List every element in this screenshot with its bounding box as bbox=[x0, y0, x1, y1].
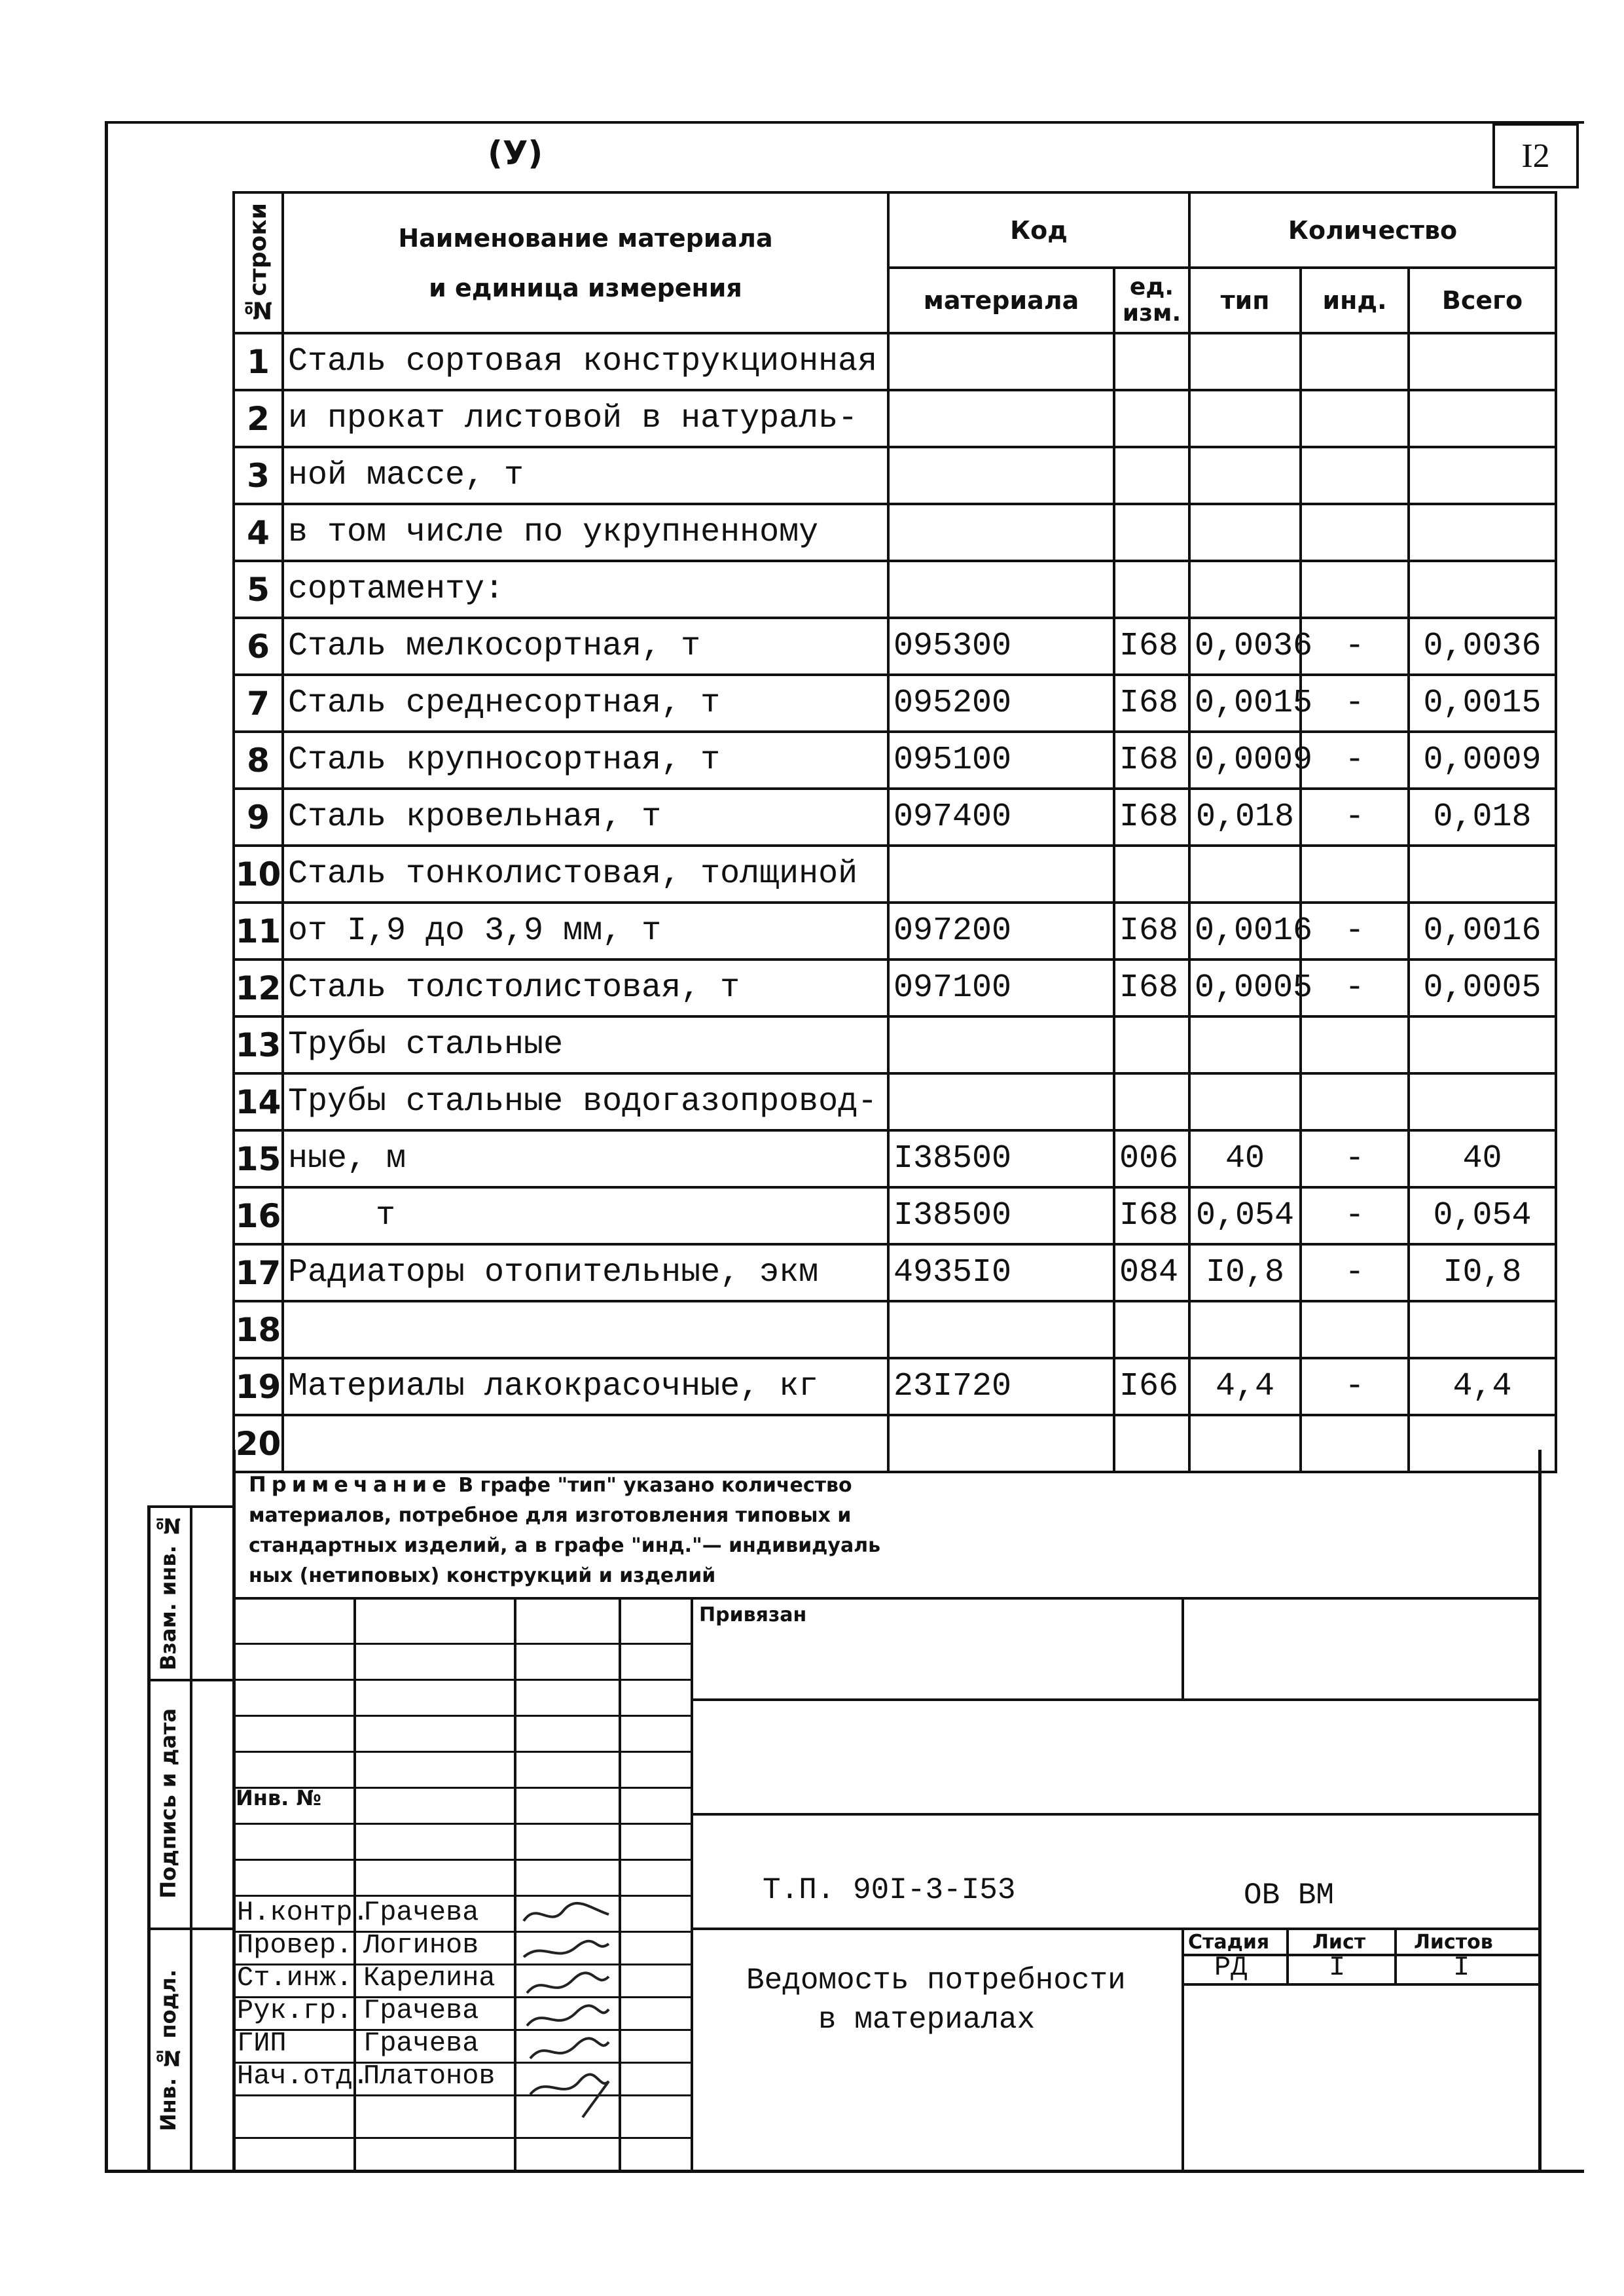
sheets-value: I bbox=[1453, 1952, 1470, 1983]
material-code bbox=[888, 333, 1114, 390]
sheet-number: I2 bbox=[1492, 123, 1579, 188]
sheet-value: I bbox=[1329, 1952, 1346, 1983]
table-row bbox=[234, 732, 1556, 789]
row-number: 19 bbox=[234, 1358, 283, 1415]
tb-border bbox=[232, 2094, 691, 2096]
table-row bbox=[234, 960, 1556, 1016]
material-name: ной массе, т bbox=[283, 447, 888, 504]
qty-type bbox=[1189, 390, 1301, 447]
qty-total bbox=[1409, 1073, 1556, 1130]
unit-code: I66 bbox=[1114, 1358, 1189, 1415]
qty-total bbox=[1409, 390, 1556, 447]
tb-border bbox=[232, 1643, 691, 1645]
row-number: 6 bbox=[234, 618, 283, 675]
qty-total bbox=[1409, 1301, 1556, 1358]
material-name: и прокат листовой в натураль- bbox=[283, 390, 888, 447]
section-mark: (У) bbox=[488, 134, 543, 172]
material-code bbox=[888, 1301, 1114, 1358]
material-code bbox=[888, 1073, 1114, 1130]
tb-border bbox=[514, 1597, 516, 2173]
col-quantity-header: Количество bbox=[1189, 192, 1556, 268]
note-line: ных (нетиповых) конструкций и изделий bbox=[249, 1564, 716, 1587]
doc-title-line1: Ведомость потребности bbox=[746, 1964, 1126, 1998]
col-code-unit-header: ед. изм. bbox=[1114, 268, 1189, 333]
unit-code: I68 bbox=[1114, 1187, 1189, 1244]
qty-ind bbox=[1301, 1073, 1409, 1130]
material-code: 095200 bbox=[888, 675, 1114, 732]
staff-name: Грачева bbox=[363, 1995, 479, 2026]
doc-mark: ОВ ВМ bbox=[1244, 1878, 1335, 1912]
row-number: 10 bbox=[234, 846, 283, 903]
staff-role: Рук.гр. bbox=[237, 1995, 353, 2026]
qty-ind bbox=[1301, 333, 1409, 390]
tb-border bbox=[1538, 1450, 1542, 2173]
row-number: 5 bbox=[234, 561, 283, 618]
table-row bbox=[234, 675, 1556, 732]
stage-value: РД bbox=[1214, 1952, 1248, 1983]
row-number: 3 bbox=[234, 447, 283, 504]
staff-name: Карелина bbox=[363, 1962, 496, 1994]
qty-ind: - bbox=[1301, 618, 1409, 675]
material-name bbox=[283, 1415, 888, 1472]
unit-code bbox=[1114, 561, 1189, 618]
qty-total: I0,8 bbox=[1409, 1244, 1556, 1301]
qty-ind: - bbox=[1301, 675, 1409, 732]
note-block bbox=[249, 1469, 1034, 1591]
tb-border bbox=[1286, 1928, 1289, 1983]
table-row bbox=[234, 1358, 1556, 1415]
qty-total bbox=[1409, 1016, 1556, 1073]
qty-ind bbox=[1301, 846, 1409, 903]
table-row bbox=[234, 1244, 1556, 1301]
unit-code bbox=[1114, 333, 1189, 390]
qty-type bbox=[1189, 1016, 1301, 1073]
qty-ind bbox=[1301, 390, 1409, 447]
staff-name: Грачева bbox=[363, 1897, 479, 1928]
inv-podl-label: Инв. № подл. bbox=[156, 1969, 181, 2132]
qty-ind: - bbox=[1301, 789, 1409, 846]
staff-name: Грачева bbox=[363, 2028, 479, 2059]
qty-type: I0,8 bbox=[1189, 1244, 1301, 1301]
inv-no-label: Инв. № bbox=[236, 1785, 321, 1810]
material-name: в том числе по укрупненному bbox=[283, 504, 888, 561]
row-number: 15 bbox=[234, 1130, 283, 1187]
staff-role: Ст.инж. bbox=[237, 1962, 353, 1994]
tb-border bbox=[691, 1698, 1542, 1701]
tb-border bbox=[232, 1597, 1542, 1600]
qty-ind: - bbox=[1301, 1244, 1409, 1301]
col-name-header: Наименование материала и единица измерения bbox=[283, 192, 888, 333]
table-row bbox=[234, 1130, 1556, 1187]
unit-code bbox=[1114, 846, 1189, 903]
unit-code: I68 bbox=[1114, 675, 1189, 732]
qty-type: 0,054 bbox=[1189, 1187, 1301, 1244]
qty-type bbox=[1189, 1301, 1301, 1358]
table-row bbox=[234, 447, 1556, 504]
tb-border bbox=[619, 1597, 621, 2173]
material-code bbox=[888, 447, 1114, 504]
table-row bbox=[234, 618, 1556, 675]
material-code bbox=[888, 504, 1114, 561]
material-name: ные, м bbox=[283, 1130, 888, 1187]
material-code: 095300 bbox=[888, 618, 1114, 675]
material-code bbox=[888, 1016, 1114, 1073]
material-name bbox=[283, 1301, 888, 1358]
tb-border bbox=[232, 1823, 691, 1825]
qty-type: 0,0015 bbox=[1189, 675, 1301, 732]
qty-total bbox=[1409, 846, 1556, 903]
qty-total: 40 bbox=[1409, 1130, 1556, 1187]
unit-code: 006 bbox=[1114, 1130, 1189, 1187]
material-code: 097100 bbox=[888, 960, 1114, 1016]
material-name: т bbox=[283, 1187, 888, 1244]
tb-border bbox=[232, 1859, 691, 1861]
qty-type: 0,0009 bbox=[1189, 732, 1301, 789]
row-number: 4 bbox=[234, 504, 283, 561]
qty-type: 0,0005 bbox=[1189, 960, 1301, 1016]
qty-total: 0,0036 bbox=[1409, 618, 1556, 675]
stage-label: Стадия bbox=[1188, 1931, 1270, 1954]
tb-border bbox=[691, 1597, 693, 2173]
vzam-inv-label: Взам. инв. № bbox=[156, 1513, 181, 1671]
table-row bbox=[234, 561, 1556, 618]
material-code bbox=[888, 846, 1114, 903]
staff-name: Логинов bbox=[363, 1929, 479, 1961]
table-row bbox=[234, 1301, 1556, 1358]
col-qty-type-header: тип bbox=[1189, 268, 1301, 333]
row-number: 13 bbox=[234, 1016, 283, 1073]
doc-title-line2: в материалах bbox=[818, 2003, 1036, 2037]
qty-ind: - bbox=[1301, 1187, 1409, 1244]
material-code bbox=[888, 390, 1114, 447]
material-name: Сталь толстолистовая, т bbox=[283, 960, 888, 1016]
tb-border bbox=[232, 2170, 1542, 2173]
note-lead: Примечание bbox=[249, 1472, 452, 1497]
material-code: I38500 bbox=[888, 1130, 1114, 1187]
unit-code: I68 bbox=[1114, 903, 1189, 960]
tb-border bbox=[1182, 1928, 1184, 2173]
table-row bbox=[234, 504, 1556, 561]
unit-code bbox=[1114, 1301, 1189, 1358]
qty-total: 0,054 bbox=[1409, 1187, 1556, 1244]
row-number: 11 bbox=[234, 903, 283, 960]
staff-name: Платонов bbox=[363, 2060, 496, 2092]
unit-code bbox=[1114, 1415, 1189, 1472]
tb-border bbox=[232, 1715, 691, 1717]
qty-total: 0,0015 bbox=[1409, 675, 1556, 732]
staff-role: ГИП bbox=[237, 2028, 287, 2059]
table-row bbox=[234, 1187, 1556, 1244]
privyazan-label: Привязан bbox=[699, 1604, 807, 1626]
left-strip-border bbox=[190, 1505, 192, 2173]
qty-total: 0,018 bbox=[1409, 789, 1556, 846]
material-name: Сталь сортовая конструкционная bbox=[283, 333, 888, 390]
qty-type bbox=[1189, 333, 1301, 390]
unit-code: 084 bbox=[1114, 1244, 1189, 1301]
table-row bbox=[234, 333, 1556, 390]
unit-code bbox=[1114, 447, 1189, 504]
material-code bbox=[888, 1415, 1114, 1472]
qty-ind: - bbox=[1301, 1130, 1409, 1187]
material-name: сортаменту: bbox=[283, 561, 888, 618]
col-qty-ind-header: инд. bbox=[1301, 268, 1409, 333]
table-row bbox=[234, 789, 1556, 846]
unit-code: I68 bbox=[1114, 960, 1189, 1016]
qty-total bbox=[1409, 333, 1556, 390]
row-number: 8 bbox=[234, 732, 283, 789]
qty-type: 4,4 bbox=[1189, 1358, 1301, 1415]
qty-ind bbox=[1301, 447, 1409, 504]
unit-code: I68 bbox=[1114, 618, 1189, 675]
signatures-graphic bbox=[517, 1895, 615, 2170]
qty-total bbox=[1409, 447, 1556, 504]
table-row bbox=[234, 1415, 1556, 1472]
unit-code bbox=[1114, 390, 1189, 447]
tb-border bbox=[232, 1679, 691, 1681]
qty-total: 0,0005 bbox=[1409, 960, 1556, 1016]
qty-type bbox=[1189, 846, 1301, 903]
material-code: 095100 bbox=[888, 732, 1114, 789]
qty-type: 0,018 bbox=[1189, 789, 1301, 846]
podpis-data-label: Подпись и дата bbox=[156, 1708, 181, 1899]
unit-code bbox=[1114, 1073, 1189, 1130]
material-name: Сталь кровельная, т bbox=[283, 789, 888, 846]
qty-ind: - bbox=[1301, 732, 1409, 789]
qty-total: 0,0016 bbox=[1409, 903, 1556, 960]
tb-border bbox=[691, 1928, 1542, 1930]
tb-border bbox=[691, 1813, 1542, 1816]
qty-type: 0,0036 bbox=[1189, 618, 1301, 675]
table-row bbox=[234, 903, 1556, 960]
material-name: Радиаторы отопительные, экм bbox=[283, 1244, 888, 1301]
qty-type bbox=[1189, 504, 1301, 561]
material-name: Сталь среднесортная, т bbox=[283, 675, 888, 732]
row-number: 9 bbox=[234, 789, 283, 846]
material-code: 23I720 bbox=[888, 1358, 1114, 1415]
sheet-label: Лист bbox=[1312, 1931, 1366, 1954]
material-name: Трубы стальные водогазопровод- bbox=[283, 1073, 888, 1130]
material-code: I38500 bbox=[888, 1187, 1114, 1244]
table-row bbox=[234, 1073, 1556, 1130]
table-row bbox=[234, 390, 1556, 447]
qty-ind: - bbox=[1301, 960, 1409, 1016]
unit-code bbox=[1114, 1016, 1189, 1073]
material-name: Сталь крупносортная, т bbox=[283, 732, 888, 789]
qty-type: 40 bbox=[1189, 1130, 1301, 1187]
tb-border bbox=[232, 2137, 691, 2139]
row-number: 18 bbox=[234, 1301, 283, 1358]
doc-code: Т.П. 90I-3-I53 bbox=[763, 1873, 1016, 1907]
qty-total bbox=[1409, 504, 1556, 561]
sheets-label: Листов bbox=[1414, 1931, 1493, 1954]
qty-total: 4,4 bbox=[1409, 1358, 1556, 1415]
qty-type bbox=[1189, 561, 1301, 618]
materials-table bbox=[232, 191, 1557, 1473]
qty-total bbox=[1409, 1415, 1556, 1472]
col-code-header: Код bbox=[888, 192, 1189, 268]
tb-border bbox=[232, 1450, 236, 2173]
table-row bbox=[234, 846, 1556, 903]
qty-ind: - bbox=[1301, 903, 1409, 960]
staff-role: Провер. bbox=[237, 1929, 353, 1961]
staff-role: Н.контр. bbox=[237, 1897, 369, 1928]
col-qty-total-header: Всего bbox=[1409, 268, 1556, 333]
row-number: 1 bbox=[234, 333, 283, 390]
qty-ind: - bbox=[1301, 1358, 1409, 1415]
tb-border bbox=[1394, 1928, 1397, 1983]
col-code-material-header: материала bbox=[888, 268, 1114, 333]
unit-code: I68 bbox=[1114, 789, 1189, 846]
qty-type bbox=[1189, 447, 1301, 504]
tb-border bbox=[232, 1751, 691, 1753]
qty-total bbox=[1409, 561, 1556, 618]
table-row bbox=[234, 1016, 1556, 1073]
material-name: Сталь мелкосортная, т bbox=[283, 618, 888, 675]
row-number: 7 bbox=[234, 675, 283, 732]
col-rownum-header: №строки bbox=[234, 192, 283, 333]
qty-type bbox=[1189, 1415, 1301, 1472]
material-name: от I,9 до 3,9 мм, т bbox=[283, 903, 888, 960]
qty-total: 0,0009 bbox=[1409, 732, 1556, 789]
note-line: стандартных изделий, а в графе "инд."— индивидуаль bbox=[249, 1534, 881, 1557]
row-number: 16 bbox=[234, 1187, 283, 1244]
material-code: 097200 bbox=[888, 903, 1114, 960]
unit-code: I68 bbox=[1114, 732, 1189, 789]
row-number: 12 bbox=[234, 960, 283, 1016]
material-code bbox=[888, 561, 1114, 618]
qty-type bbox=[1189, 1073, 1301, 1130]
qty-ind bbox=[1301, 1415, 1409, 1472]
qty-type: 0,0016 bbox=[1189, 903, 1301, 960]
qty-ind bbox=[1301, 1301, 1409, 1358]
row-number: 17 bbox=[234, 1244, 283, 1301]
row-number: 2 bbox=[234, 390, 283, 447]
material-name: Сталь тонколистовая, толщиной bbox=[283, 846, 888, 903]
row-number: 20 bbox=[234, 1415, 283, 1472]
qty-ind bbox=[1301, 561, 1409, 618]
qty-ind bbox=[1301, 1016, 1409, 1073]
tb-border bbox=[1182, 1597, 1184, 1698]
material-name: Материалы лакокрасочные, кг bbox=[283, 1358, 888, 1415]
unit-code bbox=[1114, 504, 1189, 561]
row-number: 14 bbox=[234, 1073, 283, 1130]
staff-role: Нач.отд. bbox=[237, 2060, 369, 2092]
note-line: В графе "тип" указано количество bbox=[458, 1474, 852, 1497]
note-line: материалов, потребное для изготовления типовых и bbox=[249, 1504, 852, 1527]
material-code: 097400 bbox=[888, 789, 1114, 846]
material-name: Трубы стальные bbox=[283, 1016, 888, 1073]
qty-ind bbox=[1301, 504, 1409, 561]
material-code: 4935I0 bbox=[888, 1244, 1114, 1301]
tb-border bbox=[1182, 1983, 1542, 1986]
